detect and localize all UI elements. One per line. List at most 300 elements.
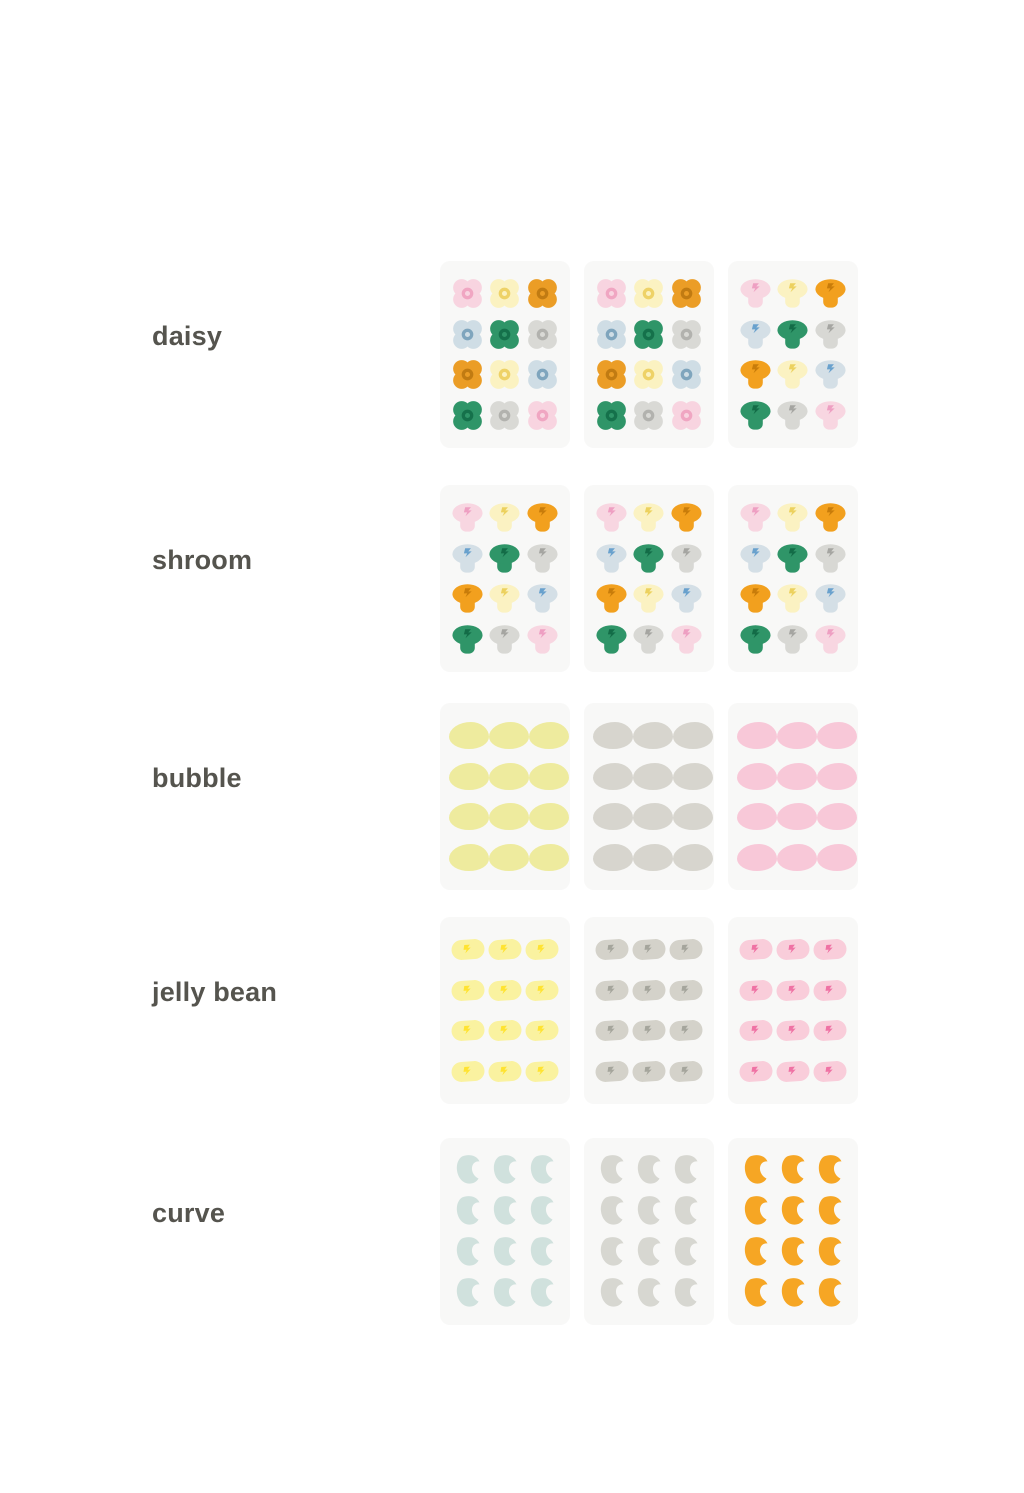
curve-sticker — [449, 1232, 486, 1273]
curve-icon — [525, 1153, 559, 1187]
bubble-icon — [593, 722, 633, 749]
jelly-bean-icon — [487, 938, 522, 961]
curve-sticker — [524, 1232, 561, 1273]
mushroom-icon — [487, 622, 522, 657]
bubble-icon — [529, 763, 569, 790]
curve-icon — [776, 1235, 810, 1269]
daisy-sticker — [593, 314, 630, 355]
curve-icon — [669, 1276, 703, 1310]
daisy-sticker — [593, 355, 630, 396]
curve-sticker — [486, 1232, 523, 1273]
curve-sticker — [668, 1232, 705, 1273]
bean-sticker — [630, 970, 667, 1011]
bean-sticker — [812, 1011, 849, 1052]
shroom-sticker — [737, 355, 774, 396]
shroom-sticker — [737, 314, 774, 355]
daisy-sticker — [449, 273, 486, 314]
daisy-icon — [632, 399, 665, 432]
bean-sticker — [486, 970, 523, 1011]
mushroom-icon — [487, 500, 522, 535]
curve-sticker — [630, 1150, 667, 1191]
bubble-sticker — [777, 797, 817, 838]
shroom-sticker — [524, 538, 561, 579]
curve-sticker — [668, 1191, 705, 1232]
curve-sticker — [812, 1191, 849, 1232]
curve-sticker — [630, 1232, 667, 1273]
shroom-sticker — [486, 619, 523, 660]
shroom-sticker — [593, 619, 630, 660]
jelly-bean-icon — [813, 1019, 848, 1042]
mushroom-icon — [813, 317, 848, 352]
curve-icon — [739, 1276, 773, 1310]
sheet-group — [440, 917, 858, 1104]
daisy-sticker — [593, 273, 630, 314]
curve-sticker — [774, 1272, 811, 1313]
daisy-icon — [670, 399, 703, 432]
bubble-icon — [673, 803, 713, 830]
jelly-bean-icon — [525, 1019, 560, 1042]
daisy-icon — [670, 358, 703, 391]
sticker-sheet-shroom — [440, 485, 570, 672]
bubble-icon — [449, 844, 489, 871]
bean-sticker — [524, 1011, 561, 1052]
shroom-sticker — [630, 619, 667, 660]
shroom-sticker — [774, 619, 811, 660]
daisy-icon — [670, 277, 703, 310]
shroom-sticker — [524, 497, 561, 538]
curve-sticker — [737, 1232, 774, 1273]
shroom-sticker — [486, 538, 523, 579]
shroom-sticker — [486, 579, 523, 620]
bubble-sticker — [673, 837, 713, 878]
curve-sticker — [593, 1150, 630, 1191]
curve-sticker — [812, 1232, 849, 1273]
shroom-sticker — [524, 579, 561, 620]
mushroom-icon — [450, 622, 485, 657]
curve-icon — [776, 1194, 810, 1228]
bubble-icon — [777, 722, 817, 749]
curve-icon — [669, 1235, 703, 1269]
daisy-sticker — [524, 395, 561, 436]
daisy-sticker — [668, 355, 705, 396]
bubble-sticker — [777, 715, 817, 756]
shroom-sticker — [668, 579, 705, 620]
bean-sticker — [486, 1051, 523, 1092]
jelly-bean-icon — [594, 938, 629, 961]
daisy-icon — [488, 399, 521, 432]
row-label: curve — [152, 1198, 226, 1228]
shroom-sticker — [486, 497, 523, 538]
curve-sticker — [630, 1272, 667, 1313]
jelly-bean-icon — [738, 1019, 773, 1042]
shroom-sticker — [812, 395, 849, 436]
bean-sticker — [737, 1051, 774, 1092]
mushroom-icon — [775, 581, 810, 616]
daisy-sticker — [630, 273, 667, 314]
mushroom-icon — [669, 622, 704, 657]
curve-sticker — [774, 1232, 811, 1273]
mushroom-icon — [594, 500, 629, 535]
bubble-icon — [489, 722, 529, 749]
curve-sticker — [737, 1272, 774, 1313]
curve-icon — [776, 1276, 810, 1310]
bubble-icon — [449, 763, 489, 790]
curve-icon — [451, 1235, 485, 1269]
daisy-icon — [488, 318, 521, 351]
bubble-sticker — [737, 756, 777, 797]
bubble-icon — [489, 763, 529, 790]
mushroom-icon — [738, 622, 773, 657]
shroom-sticker — [449, 497, 486, 538]
bubble-icon — [449, 722, 489, 749]
bubble-sticker — [529, 837, 569, 878]
mushroom-icon — [813, 622, 848, 657]
bubble-icon — [489, 844, 529, 871]
mushroom-icon — [487, 581, 522, 616]
daisy-sticker — [630, 395, 667, 436]
shroom-sticker — [668, 538, 705, 579]
mushroom-icon — [813, 357, 848, 392]
jelly-bean-icon — [594, 1060, 629, 1083]
bean-sticker — [774, 929, 811, 970]
sticker-sheet-bean — [728, 917, 858, 1104]
mushroom-icon — [738, 398, 773, 433]
mushroom-icon — [775, 276, 810, 311]
bubble-sticker — [817, 715, 857, 756]
shroom-sticker — [524, 619, 561, 660]
bean-sticker — [593, 929, 630, 970]
shroom-sticker — [449, 619, 486, 660]
bean-sticker — [774, 1051, 811, 1092]
daisy-sticker — [630, 314, 667, 355]
bubble-sticker — [449, 715, 489, 756]
bubble-sticker — [817, 797, 857, 838]
row-label: daisy — [152, 321, 223, 351]
bubble-sticker — [633, 756, 673, 797]
curve-icon — [632, 1235, 666, 1269]
mushroom-icon — [594, 541, 629, 576]
bubble-icon — [633, 803, 673, 830]
jelly-bean-icon — [775, 1060, 810, 1083]
bubble-sticker — [593, 837, 633, 878]
mushroom-icon — [669, 581, 704, 616]
mushroom-icon — [775, 398, 810, 433]
jelly-bean-icon — [631, 1060, 666, 1083]
curve-icon — [632, 1276, 666, 1310]
curve-icon — [595, 1235, 629, 1269]
bean-sticker — [668, 929, 705, 970]
jelly-bean-icon — [631, 978, 666, 1001]
mushroom-icon — [525, 500, 560, 535]
daisy-icon — [670, 318, 703, 351]
curve-sticker — [593, 1191, 630, 1232]
bubble-icon — [633, 722, 673, 749]
curve-icon — [451, 1153, 485, 1187]
jelly-bean-icon — [594, 978, 629, 1001]
jelly-bean-icon — [669, 978, 704, 1001]
curve-icon — [525, 1194, 559, 1228]
curve-icon — [632, 1194, 666, 1228]
curve-sticker — [524, 1191, 561, 1232]
mushroom-icon — [525, 581, 560, 616]
mushroom-icon — [775, 622, 810, 657]
jelly-bean-icon — [631, 1019, 666, 1042]
daisy-sticker — [668, 273, 705, 314]
bubble-sticker — [633, 797, 673, 838]
shroom-sticker — [774, 355, 811, 396]
bubble-icon — [529, 803, 569, 830]
curve-sticker — [449, 1150, 486, 1191]
curve-icon — [739, 1153, 773, 1187]
bubble-sticker — [777, 756, 817, 797]
daisy-icon — [595, 399, 628, 432]
shroom-sticker — [737, 619, 774, 660]
curve-icon — [451, 1276, 485, 1310]
shroom-sticker — [812, 355, 849, 396]
sticker-sheet-bubble — [728, 703, 858, 890]
design-row-jelly-bean — [0, 917, 1024, 1105]
bubble-sticker — [673, 756, 713, 797]
daisy-icon — [451, 358, 484, 391]
daisy-sticker — [449, 314, 486, 355]
curve-icon — [739, 1235, 773, 1269]
bean-sticker — [668, 1011, 705, 1052]
design-row-daisy — [0, 261, 1024, 449]
shroom-sticker — [774, 497, 811, 538]
bean-sticker — [449, 970, 486, 1011]
jelly-bean-icon — [669, 1019, 704, 1042]
jelly-bean-icon — [450, 1019, 485, 1042]
curve-sticker — [486, 1191, 523, 1232]
shroom-sticker — [737, 497, 774, 538]
curve-icon — [813, 1276, 847, 1310]
bean-sticker — [630, 929, 667, 970]
mushroom-icon — [631, 500, 666, 535]
sheet-group — [440, 485, 858, 672]
bubble-icon — [817, 722, 857, 749]
daisy-sticker — [486, 355, 523, 396]
sheet-group — [440, 261, 858, 448]
daisy-sticker — [449, 355, 486, 396]
curve-icon — [813, 1153, 847, 1187]
shroom-sticker — [812, 497, 849, 538]
mushroom-icon — [450, 541, 485, 576]
mushroom-icon — [813, 500, 848, 535]
daisy-sticker — [524, 314, 561, 355]
curve-sticker — [593, 1232, 630, 1273]
bubble-sticker — [489, 756, 529, 797]
bubble-sticker — [529, 715, 569, 756]
bubble-icon — [737, 803, 777, 830]
bubble-sticker — [449, 756, 489, 797]
curve-icon — [595, 1153, 629, 1187]
curve-icon — [632, 1153, 666, 1187]
bean-sticker — [524, 929, 561, 970]
sticker-sheet-bean — [440, 917, 570, 1104]
daisy-sticker — [486, 314, 523, 355]
sticker-sheet-daisy — [584, 261, 714, 448]
shroom-sticker — [774, 314, 811, 355]
mushroom-icon — [738, 357, 773, 392]
shroom-sticker — [812, 314, 849, 355]
curve-icon — [525, 1235, 559, 1269]
design-row-shroom — [0, 485, 1024, 673]
bean-sticker — [630, 1011, 667, 1052]
daisy-icon — [595, 358, 628, 391]
sticker-sheet-shroom — [728, 485, 858, 672]
bean-sticker — [593, 1051, 630, 1092]
daisy-icon — [451, 399, 484, 432]
mushroom-icon — [738, 581, 773, 616]
mushroom-icon — [738, 276, 773, 311]
shroom-sticker — [630, 497, 667, 538]
bean-sticker — [449, 1051, 486, 1092]
daisy-icon — [595, 318, 628, 351]
bubble-sticker — [529, 797, 569, 838]
bubble-icon — [593, 844, 633, 871]
jelly-bean-icon — [738, 938, 773, 961]
curve-sticker — [593, 1272, 630, 1313]
jelly-bean-icon — [813, 1060, 848, 1083]
shroom-sticker — [449, 538, 486, 579]
mushroom-icon — [525, 622, 560, 657]
bubble-icon — [673, 844, 713, 871]
sheet-group — [440, 703, 858, 890]
bubble-sticker — [449, 797, 489, 838]
mushroom-icon — [775, 541, 810, 576]
jelly-bean-icon — [775, 938, 810, 961]
curve-icon — [595, 1276, 629, 1310]
shroom-sticker — [774, 579, 811, 620]
curve-sticker — [524, 1272, 561, 1313]
daisy-icon — [632, 358, 665, 391]
mushroom-icon — [669, 541, 704, 576]
daisy-sticker — [524, 273, 561, 314]
mushroom-icon — [594, 622, 629, 657]
daisy-sticker — [593, 395, 630, 436]
bean-sticker — [812, 1051, 849, 1092]
curve-icon — [813, 1235, 847, 1269]
sticker-sheet-bubble — [440, 703, 570, 890]
bean-sticker — [774, 1011, 811, 1052]
bubble-icon — [777, 803, 817, 830]
daisy-icon — [488, 277, 521, 310]
jelly-bean-icon — [487, 1019, 522, 1042]
bubble-icon — [777, 763, 817, 790]
daisy-icon — [632, 277, 665, 310]
bubble-sticker — [633, 837, 673, 878]
curve-icon — [595, 1194, 629, 1228]
bubble-icon — [673, 722, 713, 749]
bubble-sticker — [673, 715, 713, 756]
mushroom-icon — [631, 622, 666, 657]
curve-sticker — [774, 1191, 811, 1232]
bubble-icon — [817, 763, 857, 790]
daisy-sticker — [486, 395, 523, 436]
jelly-bean-icon — [813, 978, 848, 1001]
mushroom-icon — [738, 541, 773, 576]
sticker-sheet-bean — [584, 917, 714, 1104]
curve-icon — [488, 1194, 522, 1228]
sticker-sheet-curve — [584, 1138, 714, 1325]
bean-sticker — [524, 970, 561, 1011]
row-label: bubble — [152, 763, 242, 793]
jelly-bean-icon — [813, 938, 848, 961]
bubble-icon — [593, 763, 633, 790]
bubble-icon — [449, 803, 489, 830]
bubble-sticker — [777, 837, 817, 878]
daisy-icon — [526, 277, 559, 310]
shroom-sticker — [774, 273, 811, 314]
bubble-icon — [633, 763, 673, 790]
bubble-sticker — [593, 797, 633, 838]
bean-sticker — [486, 1011, 523, 1052]
shroom-sticker — [812, 273, 849, 314]
daisy-icon — [632, 318, 665, 351]
curve-sticker — [486, 1272, 523, 1313]
curve-icon — [739, 1194, 773, 1228]
shroom-sticker — [737, 395, 774, 436]
curve-icon — [669, 1194, 703, 1228]
curve-icon — [669, 1153, 703, 1187]
daisy-icon — [451, 318, 484, 351]
bubble-sticker — [489, 837, 529, 878]
bubble-icon — [633, 844, 673, 871]
curve-sticker — [737, 1150, 774, 1191]
daisy-icon — [451, 277, 484, 310]
bean-sticker — [774, 970, 811, 1011]
daisy-icon — [526, 399, 559, 432]
mushroom-icon — [450, 500, 485, 535]
jelly-bean-icon — [738, 978, 773, 1001]
daisy-sticker — [668, 395, 705, 436]
curve-icon — [488, 1153, 522, 1187]
shroom-sticker — [593, 579, 630, 620]
curve-sticker — [668, 1150, 705, 1191]
bean-sticker — [486, 929, 523, 970]
bubble-icon — [817, 803, 857, 830]
curve-icon — [776, 1153, 810, 1187]
bean-sticker — [593, 970, 630, 1011]
shroom-sticker — [593, 497, 630, 538]
shroom-sticker — [812, 619, 849, 660]
sticker-sheet-daisy — [440, 261, 570, 448]
mushroom-icon — [487, 541, 522, 576]
bean-sticker — [737, 970, 774, 1011]
daisy-icon — [526, 358, 559, 391]
curve-sticker — [524, 1150, 561, 1191]
curve-sticker — [486, 1150, 523, 1191]
bubble-sticker — [737, 837, 777, 878]
shroom-sticker — [812, 538, 849, 579]
jelly-bean-icon — [487, 1060, 522, 1083]
shroom-sticker — [593, 538, 630, 579]
sticker-sheet-shroom — [584, 485, 714, 672]
daisy-sticker — [524, 355, 561, 396]
bubble-sticker — [673, 797, 713, 838]
bubble-icon — [817, 844, 857, 871]
curve-sticker — [668, 1272, 705, 1313]
bubble-icon — [673, 763, 713, 790]
shroom-sticker — [737, 579, 774, 620]
bubble-icon — [737, 844, 777, 871]
mushroom-icon — [631, 581, 666, 616]
shroom-sticker — [774, 395, 811, 436]
bubble-icon — [489, 803, 529, 830]
bubble-sticker — [817, 837, 857, 878]
design-row-bubble — [0, 703, 1024, 891]
shroom-sticker — [774, 538, 811, 579]
